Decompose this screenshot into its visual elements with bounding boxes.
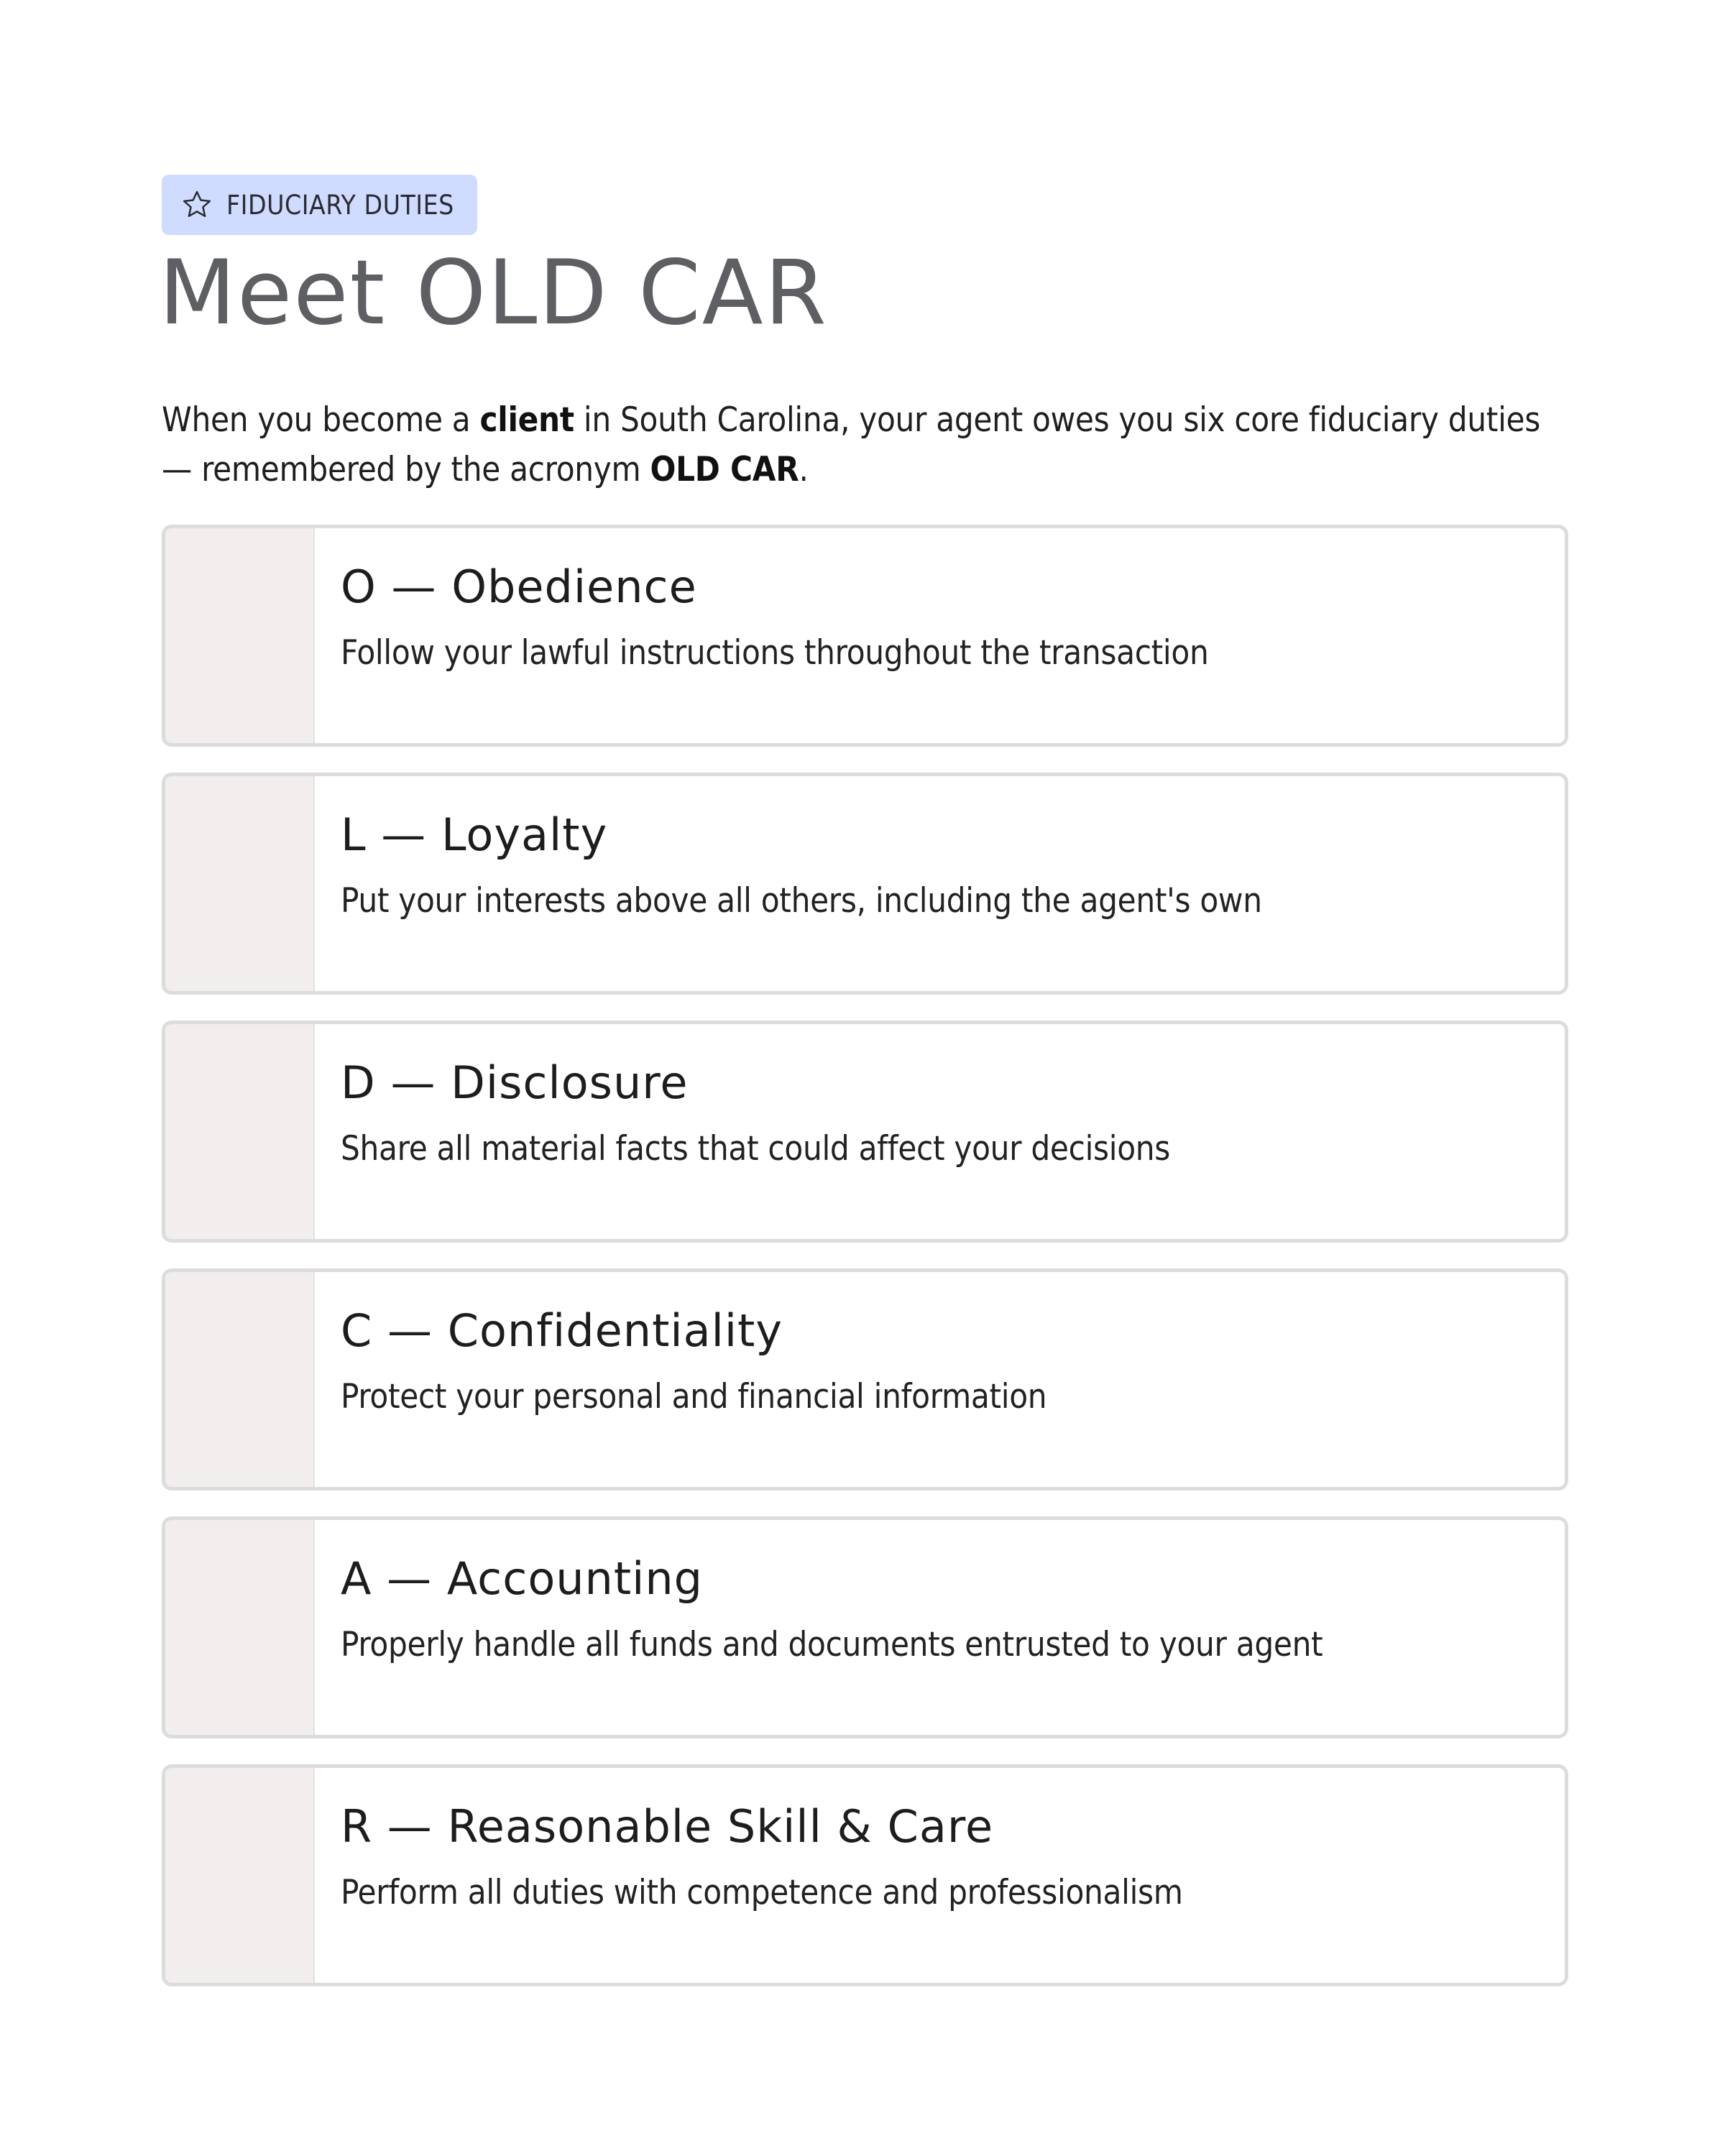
duty-card-side-panel <box>165 1768 315 1983</box>
duty-card-obedience <box>162 525 1568 747</box>
duty-card-side-panel <box>165 1272 315 1487</box>
badge-label: FIDUCIARY DUTIES <box>226 189 454 221</box>
duty-description: Protect your personal and financial information <box>341 1376 1047 1416</box>
duty-card-confidentiality <box>162 1268 1568 1491</box>
duty-card-body <box>315 1272 1046 1487</box>
duty-description: Properly handle all funds and documents entrusted to your agent <box>341 1624 1323 1664</box>
duty-card-disclosure <box>162 1021 1568 1243</box>
duty-description: Put your interests above all others, including the agent's own <box>341 880 1262 921</box>
duty-card-loyalty <box>162 773 1568 995</box>
duty-card-body <box>315 1024 1170 1239</box>
intro-bold-client: client <box>479 400 574 440</box>
duty-title: O — Obedience <box>341 560 697 613</box>
duty-card-side-panel <box>165 528 315 743</box>
duty-title: L — Loyalty <box>341 808 608 861</box>
section-badge <box>162 175 477 235</box>
duty-card-side-panel <box>165 1520 315 1735</box>
star-icon <box>180 188 213 221</box>
duty-card-reasonable-skill-care <box>162 1764 1568 1986</box>
duty-title: C — Confidentiality <box>341 1304 783 1357</box>
duty-card-body <box>315 776 1262 991</box>
duty-card-body <box>315 528 1208 743</box>
intro-paragraph <box>162 395 1570 494</box>
intro-text-1: When you become a <box>162 400 480 440</box>
intro-text-2: in South Carolina, your agent owes you six core fiduciary duties — remembered by the acronym <box>162 400 1540 489</box>
duty-description: Perform all duties with competence and professionalism <box>341 1872 1183 1912</box>
duties-list <box>162 525 1568 1986</box>
duty-description: Follow your lawful instructions throughout the transaction <box>341 632 1209 673</box>
page-title: Meet OLD CAR <box>159 241 828 345</box>
intro-text-3: . <box>799 449 809 489</box>
duty-description: Share all material facts that could affect your decisions <box>341 1128 1171 1169</box>
intro-bold-acronym: OLD CAR <box>650 449 799 489</box>
duty-card-body <box>315 1768 1183 1983</box>
duty-title: A — Accounting <box>341 1552 704 1605</box>
duty-card-accounting <box>162 1516 1568 1738</box>
duty-title: R — Reasonable Skill & Care <box>341 1800 994 1853</box>
duty-card-side-panel <box>165 1024 315 1239</box>
duty-card-side-panel <box>165 776 315 991</box>
duty-title: D — Disclosure <box>341 1056 689 1109</box>
duty-card-body <box>315 1520 1322 1735</box>
